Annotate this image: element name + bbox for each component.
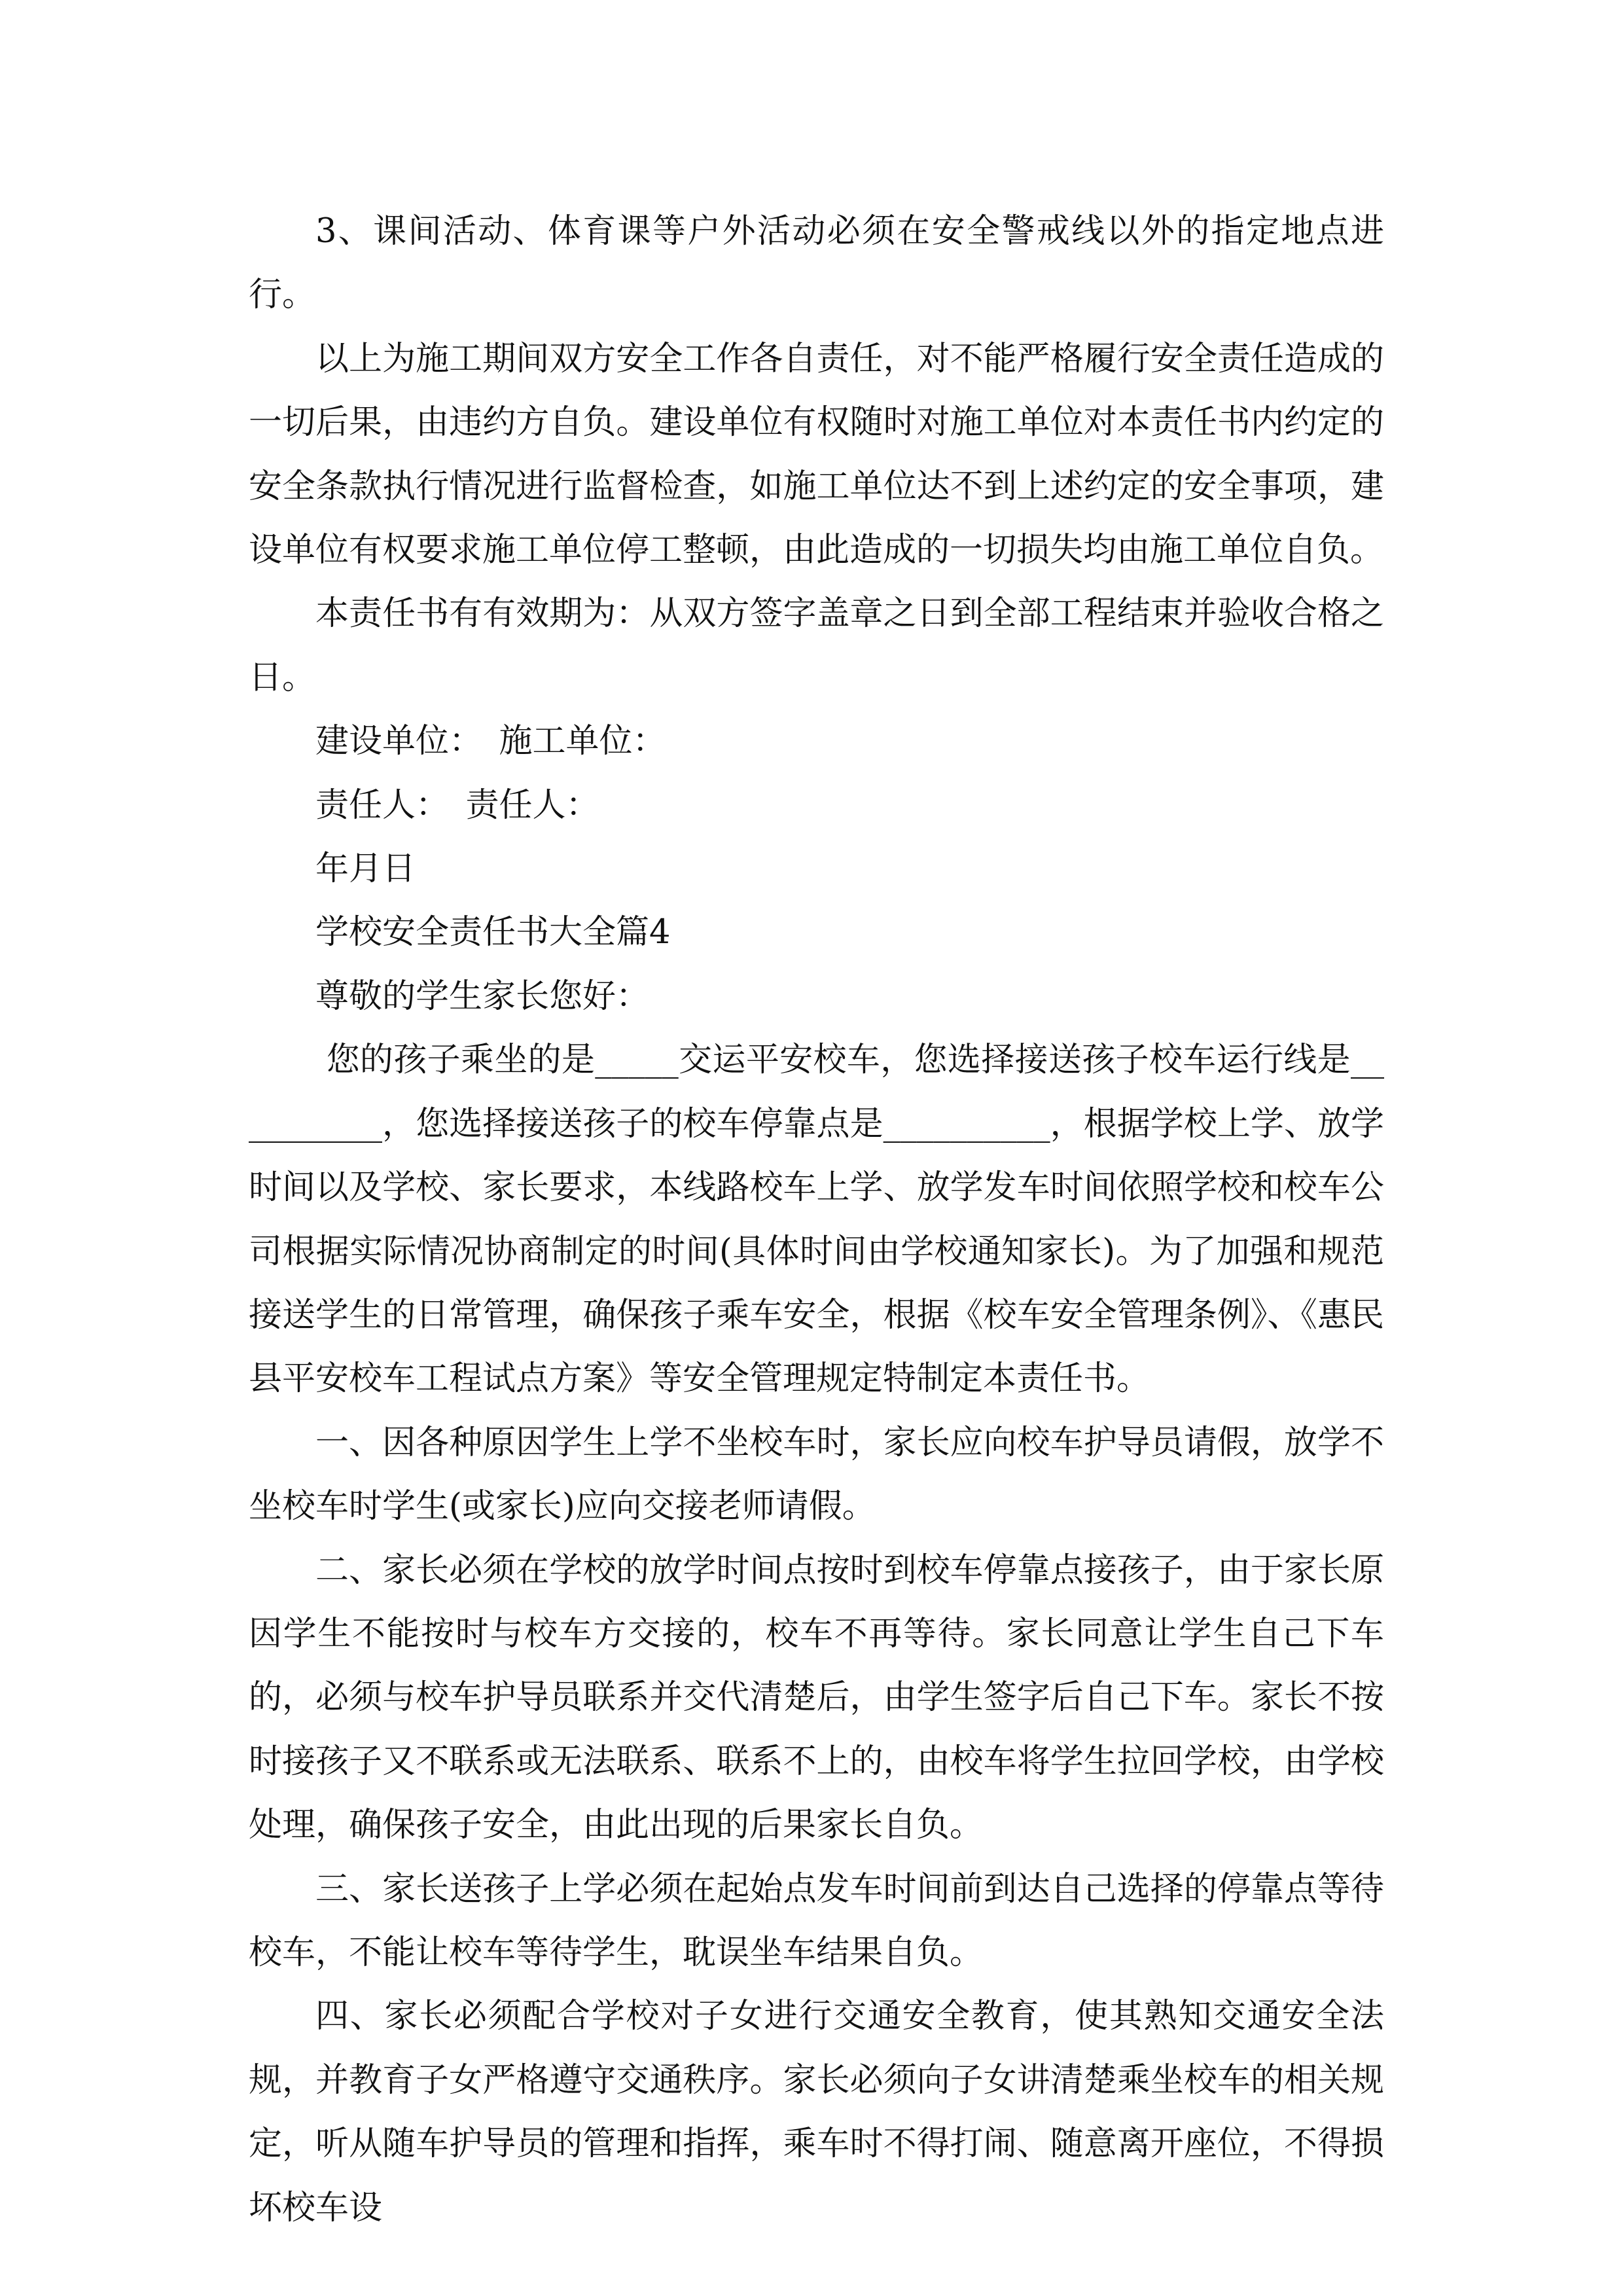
document-body <box>249 200 1384 2240</box>
paragraph-responsibility-terms: 以上为施工期间双方安全工作各自责任，对不能严格履行安全责任造成的一切后果，由违约方自负。建设单位有权随时对施工单位对本责任书内约定的安全条款执行情况进行监督检查，如施工单位达不到上述约定的安全事项，建设单位有权要求施工单位停工整顿，由此造成的一切损失均由施工单位自负。 <box>249 339 1384 570</box>
paragraph-rule-1: 一、因各种原因学生上学不坐校车时，家长应向校车护导员请假，放学不坐校车时学生(或家长)应向交接老师请假。 <box>249 1423 1384 1526</box>
paragraph-rule-4: 四、家长必须配合学校对子女进行交通安全教育，使其熟知交通安全法规，并教育子女严格遵守交通秩序。家长必须向子女讲清楚乘坐校车的相关规定，听从随车护导员的管理和指挥，乘车时不得打闹、随意离开座位，不得损坏校车设 <box>249 1997 1384 2227</box>
paragraph-rule-2: 二、家长必须在学校的放学时间点按时到校车停靠点接孩子，由于家长原因学生不能按时与校车方交接的，校车不再等待。家长同意让学生自己下车的，必须与校车护导员联系并交代清楚后，由学生签字后自己下车。家长不按时接孩子又不联系或无法联系、联系不上的，由校车将学生拉回学校，由学校处理，确保孩子安全，由此出现的后果家长自负。 <box>249 1551 1384 1845</box>
signature-line-persons: 责任人： 责任人： <box>315 785 599 825</box>
salutation: 尊敬的学生家长您好： <box>315 977 650 1016</box>
paragraph-outdoor-activity-rule: 3、课间活动、体育课等户外活动必须在安全警戒线以外的指定地点进行。 <box>249 212 1384 315</box>
signature-line-units: 建设单位： 施工单位： <box>315 722 666 761</box>
section-title: 学校安全责任书大全篇4 <box>315 913 671 952</box>
paragraph-rule-3: 三、家长送孩子上学必须在起始点发车时间前到达自己选择的停靠点等待校车，不能让校车等待学生，耽误坐车结果自负。 <box>249 1869 1384 1972</box>
signature-date: 年月日 <box>315 850 416 889</box>
paragraph-bus-route-intro: 您的孩子乘坐的是_____交运平安校车，您选择接送孩子校车运行线是__________，您选择接送孩子的校车停靠点是__________，根据学校上学、放学时间以及学校、家长要求，本线路校车上学、放学发车时间依照学校和校车公司根据实际情况协商制定的时间(具体时间由学校通知家长)。为了加强和规范接送学生的日常管理，确保孩子乘车安全，根据《校车安全管理条例》、《惠民县平安校车工程试点方案》等安全管理规定特制定本责任书。 <box>249 1041 1384 1399</box>
paragraph-validity-period: 本责任书有有效期为：从双方签字盖章之日到全部工程结束并验收合格之日。 <box>249 594 1384 697</box>
